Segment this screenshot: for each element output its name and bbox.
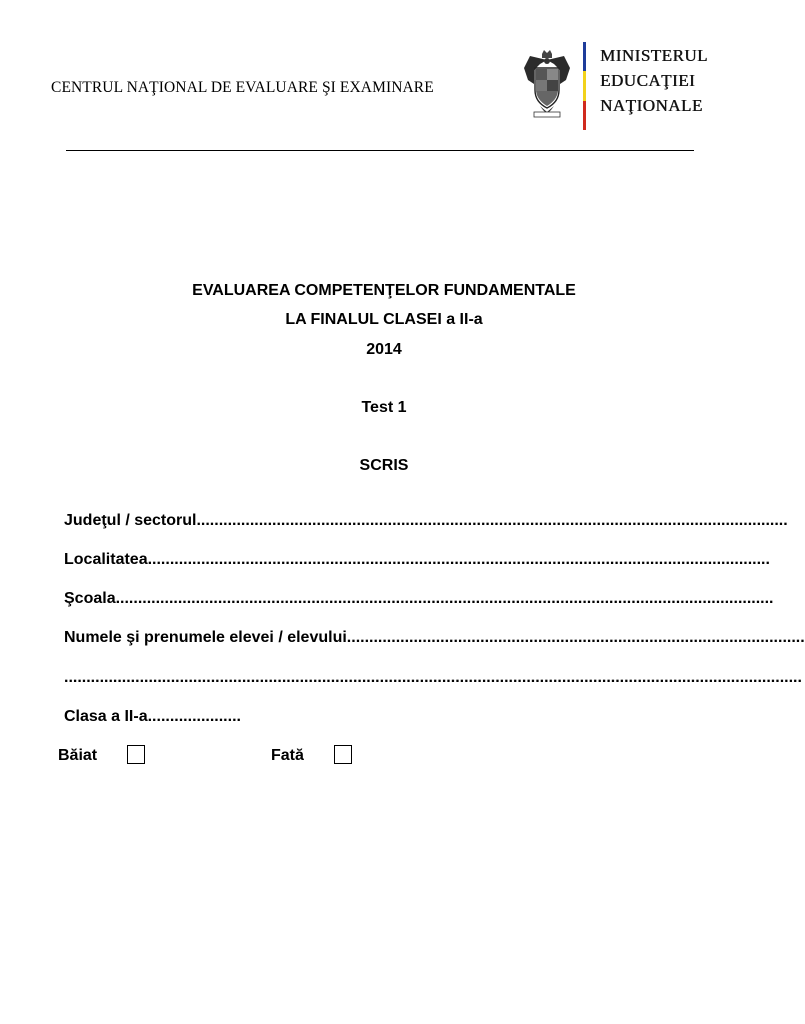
boy-label: Băiat: [58, 747, 98, 764]
flag-stripe: [583, 42, 586, 130]
institution-name: CENTRUL NAŢIONAL DE EVALUARE ŞI EXAMINARE: [51, 79, 434, 96]
school-field[interactable]: [64, 590, 774, 608]
girl-checkbox[interactable]: [334, 745, 352, 764]
ministry-line-2: EDUCAŢIEI: [600, 71, 696, 90]
student-name-label: Numele şi prenumele elevei / elevului: [64, 629, 347, 646]
ministry-name: [600, 43, 708, 118]
class-blank[interactable]: .....................: [147, 708, 241, 725]
locality-blank[interactable]: ............................................................................................................................................: [147, 551, 770, 568]
section-title: SCRIS: [359, 457, 409, 474]
student-name-blank-2[interactable]: ......................................................................................................................................................................: [64, 669, 802, 686]
county-blank[interactable]: .....................................................................................................................................: [196, 512, 788, 529]
school-blank[interactable]: ....................................................................................................................................................: [115, 590, 774, 607]
girl-label: Fată: [271, 747, 304, 764]
class-label: Clasa a II-a: [64, 708, 148, 725]
ministry-line-1: MINISTERUL: [600, 46, 708, 65]
student-name-field[interactable]: [64, 629, 805, 647]
locality-field[interactable]: [64, 551, 770, 569]
student-name-blank[interactable]: .......................................................................................................: [346, 629, 805, 646]
student-name-continuation[interactable]: [64, 669, 802, 687]
exam-year: 2014: [366, 341, 402, 358]
county-field[interactable]: [64, 512, 788, 530]
ministry-line-3: NAŢIONALE: [600, 96, 703, 115]
county-label: Judeţul / sectorul: [64, 512, 197, 529]
class-field[interactable]: [64, 708, 241, 726]
boy-checkbox[interactable]: [127, 745, 145, 764]
header-divider: [66, 150, 694, 151]
test-number: Test 1: [361, 399, 407, 416]
exam-title: EVALUAREA COMPETENŢELOR FUNDAMENTALE: [192, 282, 576, 299]
coat-of-arms-icon: [520, 50, 574, 118]
locality-label: Localitatea: [64, 551, 148, 568]
exam-subtitle: LA FINALUL CLASEI a II-a: [285, 311, 483, 328]
school-label: Şcoala: [64, 590, 116, 607]
